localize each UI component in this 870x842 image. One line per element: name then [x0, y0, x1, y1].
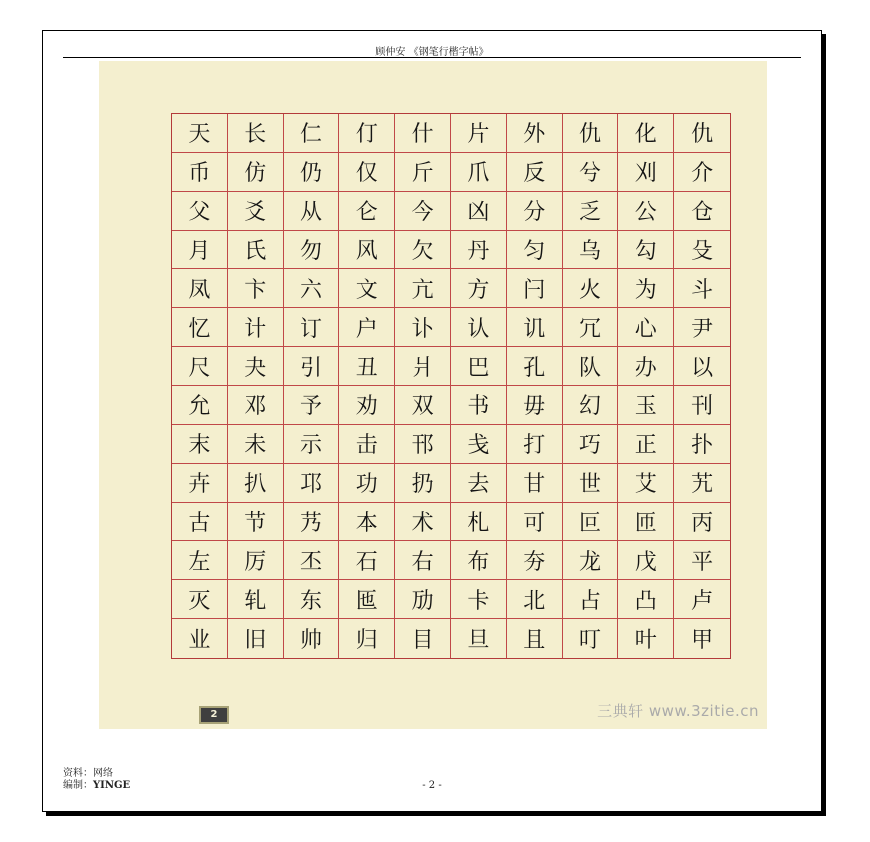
- character-cell: 为: [618, 269, 674, 308]
- character-cell: 化: [618, 114, 674, 153]
- character-cell: 队: [563, 347, 619, 386]
- character-cell: 匜: [339, 580, 395, 619]
- character-cell: 心: [618, 308, 674, 347]
- character-cell: 叮: [563, 619, 619, 658]
- character-cell: 仅: [339, 153, 395, 192]
- character-cell: 片: [451, 114, 507, 153]
- character-cell: 甲: [691, 628, 714, 654]
- character-cell: 亢: [395, 269, 451, 308]
- character-cell: 邛: [284, 464, 340, 503]
- character-cell: 戋: [451, 425, 507, 464]
- document-page: [42, 30, 822, 812]
- footer-source: [63, 768, 130, 780]
- character-cell: 从: [284, 192, 340, 231]
- character-cell: 父: [172, 192, 228, 231]
- character-cell: 刈: [618, 153, 674, 192]
- character-cell: 占: [563, 580, 619, 619]
- character-cell: 闩: [507, 269, 563, 308]
- character-cell: 玉: [618, 386, 674, 425]
- character-cell: 旦: [451, 619, 507, 658]
- character-cell: 计: [228, 308, 284, 347]
- character-cell: 劢: [395, 580, 451, 619]
- character-cell: 公: [618, 192, 674, 231]
- copybook-page-number: 2: [199, 706, 229, 724]
- character-cell: 布: [451, 541, 507, 580]
- character-cell: 目: [395, 619, 451, 658]
- character-cell: 本: [339, 503, 395, 542]
- character-cell: 刊: [674, 386, 730, 425]
- character-cell: 可: [507, 503, 563, 542]
- character-cell: 平: [674, 541, 730, 580]
- character-cell: 卡: [451, 580, 507, 619]
- character-cell: 扔: [395, 464, 451, 503]
- character-cell: 丕: [284, 541, 340, 580]
- character-cell: 兮: [563, 153, 619, 192]
- character-cell: 灭: [172, 580, 228, 619]
- editor-value: YINGE: [93, 780, 131, 791]
- character-cell: 正: [618, 425, 674, 464]
- character-cell: 节: [228, 503, 284, 542]
- character-cell: 认: [451, 308, 507, 347]
- character-cell: 六: [284, 269, 340, 308]
- character-cell: 匀: [507, 231, 563, 270]
- character-cell: 讥: [507, 308, 563, 347]
- character-cell: 轧: [228, 580, 284, 619]
- character-cell: 艾: [618, 464, 674, 503]
- character-cell: 币: [172, 153, 228, 192]
- character-cell: 殳: [674, 231, 730, 270]
- character-cell: 巧: [563, 425, 619, 464]
- character-cell: 允: [172, 386, 228, 425]
- character-cell: 卉: [172, 464, 228, 503]
- character-cell: 讣: [395, 308, 451, 347]
- character-cell: 乌: [563, 231, 619, 270]
- character-cell: 且: [507, 619, 563, 658]
- character-cell: 什: [395, 114, 451, 153]
- character-cell: 凸: [618, 580, 674, 619]
- character-cell: 孔: [507, 347, 563, 386]
- character-cell: 斗: [674, 269, 730, 308]
- character-cell: 龙: [563, 541, 619, 580]
- page-number: - 2 -: [422, 780, 442, 791]
- character-cell: 仍: [284, 153, 340, 192]
- character-cell: 叵: [563, 503, 619, 542]
- character-cell: 凤: [172, 269, 228, 308]
- character-cell: 介: [674, 153, 730, 192]
- character-cell: 天: [172, 114, 228, 153]
- character-cell: 右: [395, 541, 451, 580]
- character-cell: 夬: [228, 347, 284, 386]
- character-cell: 扒: [228, 464, 284, 503]
- character-cell: 凶: [451, 192, 507, 231]
- page-header: 顾仲安 《钢笔行楷字帖》: [375, 47, 489, 58]
- character-cell: 仁: [284, 114, 340, 153]
- character-cell: 毋: [507, 386, 563, 425]
- character-cell: 仿: [228, 153, 284, 192]
- character-cell: 办: [618, 347, 674, 386]
- character-cell: 乏: [563, 192, 619, 231]
- character-cell: 丑: [339, 347, 395, 386]
- source-label: 资料：: [63, 768, 93, 779]
- character-cell: 戊: [618, 541, 674, 580]
- character-cell: 未: [228, 425, 284, 464]
- editor-label: 编制：: [63, 780, 93, 791]
- character-cell: 世: [563, 464, 619, 503]
- character-cell: 叶: [618, 619, 674, 658]
- character-cell: 双: [395, 386, 451, 425]
- character-cell: 末: [172, 425, 228, 464]
- character-cell: 艿: [284, 503, 340, 542]
- character-cell: 夯: [507, 541, 563, 580]
- character-grid: [171, 113, 731, 659]
- character-cell: 艽: [674, 464, 730, 503]
- character-cell: 户: [339, 308, 395, 347]
- character-cell: 仓: [674, 192, 730, 231]
- character-cell: 甘: [507, 464, 563, 503]
- character-cell: 旧: [228, 619, 284, 658]
- character-cell: 仃: [339, 114, 395, 153]
- character-cell: 卢: [674, 580, 730, 619]
- character-cell: 订: [284, 308, 340, 347]
- character-cell: 方: [451, 269, 507, 308]
- character-cell: 石: [339, 541, 395, 580]
- character-cell: 外: [507, 114, 563, 153]
- character-cell: 火: [563, 269, 619, 308]
- character-cell: 欠: [395, 231, 451, 270]
- character-cell: 爪: [451, 153, 507, 192]
- character-cell: 札: [451, 503, 507, 542]
- character-cell: 邗: [395, 425, 451, 464]
- character-cell: 打: [507, 425, 563, 464]
- character-cell: 月: [172, 231, 228, 270]
- character-cell: 示: [284, 425, 340, 464]
- character-cell: 左: [172, 541, 228, 580]
- character-cell: 北: [507, 580, 563, 619]
- character-cell: 厉: [228, 541, 284, 580]
- character-cell: 书: [451, 386, 507, 425]
- character-cell: 爿: [395, 347, 451, 386]
- character-cell: 邓: [228, 386, 284, 425]
- character-cell: 今: [395, 192, 451, 231]
- character-cell: 勾: [618, 231, 674, 270]
- character-cell: 勿: [284, 231, 340, 270]
- character-cell: 长: [228, 114, 284, 153]
- character-cell: 氏: [228, 231, 284, 270]
- character-cell: 古: [172, 503, 228, 542]
- character-cell: 归: [339, 619, 395, 658]
- character-cell: 术: [395, 503, 451, 542]
- character-cell: 东: [284, 580, 340, 619]
- source-value: 网络: [93, 768, 113, 779]
- character-cell: 丙: [674, 503, 730, 542]
- character-cell: 予: [284, 386, 340, 425]
- character-cell: 仇: [563, 114, 619, 153]
- character-cell: 斤: [395, 153, 451, 192]
- character-cell: 分: [507, 192, 563, 231]
- character-cell: 业: [172, 619, 228, 658]
- character-cell: 爻: [228, 192, 284, 231]
- scanned-copybook-image: [99, 61, 767, 729]
- character-cell: 以: [674, 347, 730, 386]
- character-cell: 帅: [284, 619, 340, 658]
- character-cell: 卞: [228, 269, 284, 308]
- character-cell: 风: [339, 231, 395, 270]
- character-cell: 匝: [618, 503, 674, 542]
- character-cell: 仑: [339, 192, 395, 231]
- watermark: 三典轩 www.3zitie.cn: [597, 702, 759, 720]
- character-cell: 丹: [451, 231, 507, 270]
- character-cell: 冗: [563, 308, 619, 347]
- character-cell: 文: [339, 269, 395, 308]
- character-cell: 去: [451, 464, 507, 503]
- character-cell: 仇: [674, 114, 730, 153]
- character-cell: 反: [507, 153, 563, 192]
- character-cell: 引: [284, 347, 340, 386]
- character-cell: 击: [339, 425, 395, 464]
- character-cell: 尺: [172, 347, 228, 386]
- character-cell: 尹: [674, 308, 730, 347]
- header-divider: [63, 57, 801, 58]
- character-cell: 扑: [674, 425, 730, 464]
- character-cell: 功: [339, 464, 395, 503]
- character-cell: 巴: [451, 347, 507, 386]
- character-cell: 幻: [563, 386, 619, 425]
- character-cell: 劝: [339, 386, 395, 425]
- character-cell: 忆: [172, 308, 228, 347]
